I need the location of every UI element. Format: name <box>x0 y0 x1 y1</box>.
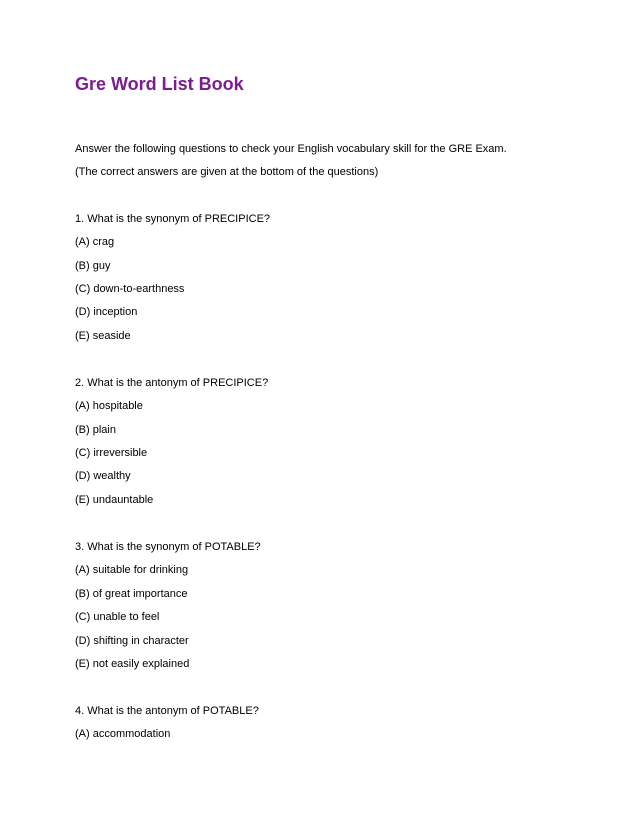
answer-option: (A) accommodation <box>75 728 171 740</box>
answer-option: (A) suitable for drinking <box>75 564 189 576</box>
question-prompt: 2. What is the antonym of PRECIPICE? <box>75 377 269 389</box>
intro-note: (The correct answers are given at the bottom of the questions) <box>75 166 379 178</box>
answer-option: (D) wealthy <box>75 470 131 482</box>
answer-option: (E) not easily explained <box>75 658 190 670</box>
intro-line: Answer the following questions to check your English vocabulary skill for the GRE Exam. <box>75 143 507 155</box>
question-prompt: 1. What is the synonym of PRECIPICE? <box>75 213 271 225</box>
answer-option: (E) undauntable <box>75 494 154 506</box>
answer-option: (B) guy <box>75 260 111 272</box>
answer-option: (C) irreversible <box>75 447 148 459</box>
answer-option: (D) shifting in character <box>75 635 189 647</box>
answer-option: (C) unable to feel <box>75 611 160 623</box>
answer-option: (E) seaside <box>75 330 131 342</box>
answer-option: (D) inception <box>75 306 138 318</box>
question-prompt: 3. What is the synonym of POTABLE? <box>75 541 261 553</box>
answer-option: (A) crag <box>75 236 115 248</box>
answer-option: (C) down-to-earthness <box>75 283 185 295</box>
document-title: Gre Word List Book <box>75 74 244 94</box>
answer-option: (B) plain <box>75 424 116 436</box>
question-prompt: 4. What is the antonym of POTABLE? <box>75 705 259 717</box>
answer-option: (B) of great importance <box>75 588 188 600</box>
answer-option: (A) hospitable <box>75 400 143 412</box>
